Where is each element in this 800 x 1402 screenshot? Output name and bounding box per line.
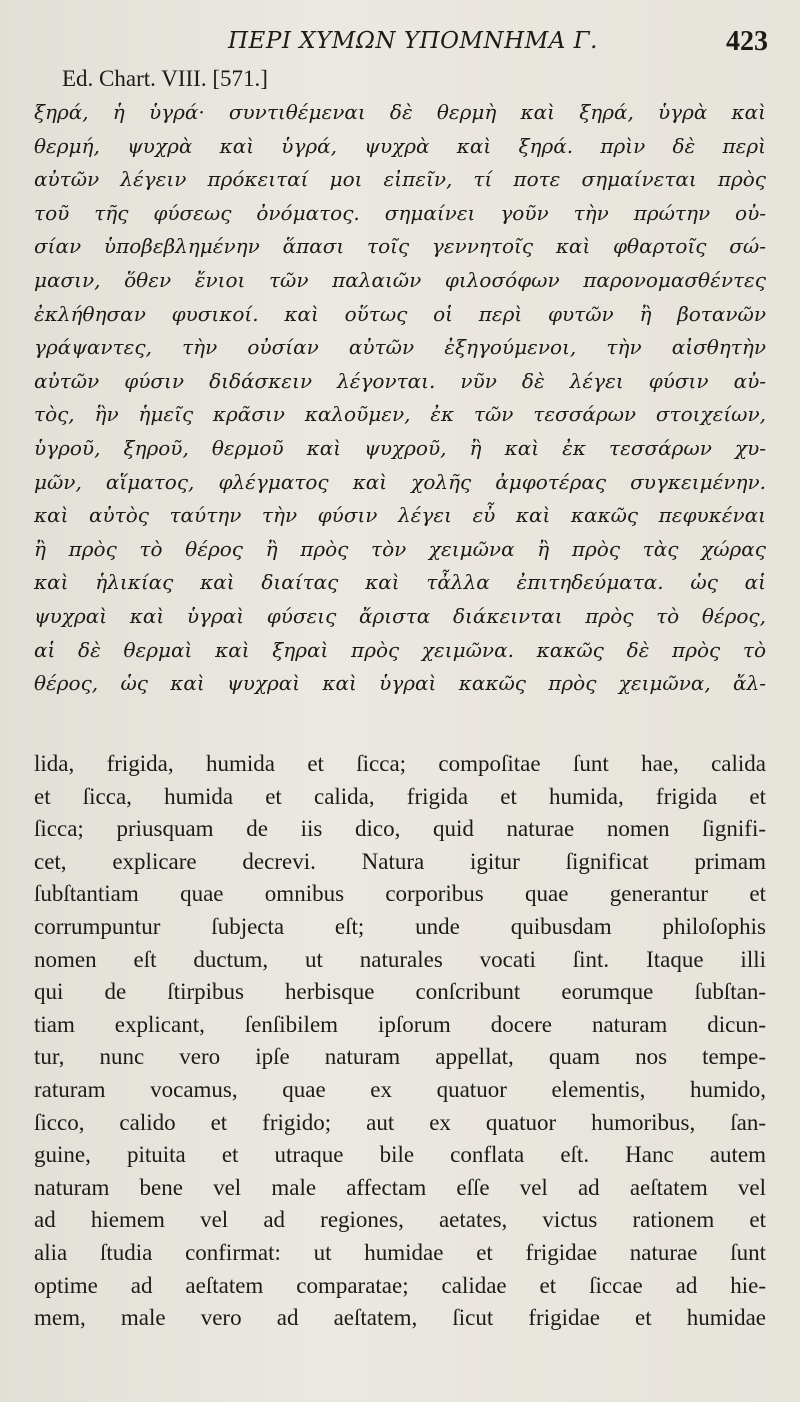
latin-line: nomen eſt ductum, ut naturales vocati ſint. Itaque illi (34, 946, 766, 972)
greek-line: μασιν, ὅθεν ἔνιοι τῶν παλαιῶν φιλοσόφων παρονομασθέντες (34, 267, 766, 292)
greek-line: σίαν ὑποβεβλημένην ἅπασι τοῖς γεννητοῖς καὶ φθαρτοῖς σώ- (34, 234, 766, 259)
edition-reference: Ed. Chart. VIII. [571.] (62, 66, 268, 91)
latin-line: raturam vocamus, quae ex quatuor elementis, humido, (34, 1076, 766, 1102)
latin-line: ſicca; priusquam de iis dico, quid naturae nomen ſignifi- (34, 816, 766, 842)
greek-line: καὶ ἡλικίας καὶ διαίτας καὶ τἆλλα ἐπιτηδεύματα. ὡς αἱ (34, 570, 766, 595)
greek-line: τὸς, ἣν ἡμεῖς κρᾶσιν καλοῦμεν, ἐκ τῶν τεσσάρων στοιχείων, (34, 402, 766, 427)
latin-line: ſicco, calido et frigido; aut ex quatuor humoribus, ſan- (34, 1109, 766, 1135)
latin-line: lida, frigida, humida et ſicca; compoſitae ſunt hae, calida (34, 751, 766, 776)
greek-line: ἢ πρὸς τὸ θέρος ἢ πρὸς τὸν χειμῶνα ἢ πρὸς τὰς χώρας (34, 536, 766, 561)
latin-line: tiam explicant, ſenſibilem ipſorum docere naturam dicun- (34, 1011, 766, 1037)
latin-line: corrumpuntur ſubjecta eſt; unde quibusdam philoſophis (34, 913, 766, 939)
latin-line: naturam bene vel male affectam eſſe vel ad aeſtatem vel (34, 1174, 766, 1200)
running-head: ΠΕΡΙ ΧΥΜΩΝ ΥΠΟΜΝΗΜΑ Γ. (228, 28, 598, 54)
latin-line: mem, male vero ad aeſtatem, ſicut frigidae et humidae (34, 1305, 766, 1331)
latin-line: ſubſtantiam quae omnibus corporibus quae generantur et (34, 881, 766, 907)
greek-line: αὐτῶν λέγειν πρόκειταί μοι εἰπεῖν, τί ποτε σημαίνεται πρὸς (34, 167, 766, 192)
greek-line: γράψαντες, τὴν οὐσίαν αὐτῶν ἐξηγούμενοι, τὴν αἰσθητὴν (34, 335, 766, 360)
latin-line: tur, nunc vero ipſe naturam appellat, quam nos tempe- (34, 1044, 766, 1070)
latin-line: alia ſtudia confirmat: ut humidae et frigidae naturae ſunt (34, 1239, 766, 1265)
latin-line: ad hiemem vel ad regiones, aetates, victus rationem et (34, 1207, 766, 1233)
latin-line: guine, pituita et utraque bile conflata eſt. Hanc autem (34, 1142, 766, 1168)
latin-line: cet, explicare decrevi. Natura igitur ſignificat primam (34, 848, 766, 874)
greek-line: καὶ αὐτὸς ταύτην τὴν φύσιν λέγει εὖ καὶ κακῶς πεφυκέναι (34, 503, 766, 528)
latin-line: optime ad aeſtatem comparatae; calidae et ſiccae ad hie- (34, 1272, 766, 1298)
greek-text-block (34, 96, 766, 701)
greek-line: ἐκλήθησαν φυσικοί. καὶ οὕτως οἱ περὶ φυτῶν ἢ βοτανῶν (34, 301, 766, 326)
greek-line: αἱ δὲ θερμαὶ καὶ ξηραὶ πρὸς χειμῶνα. κακῶς δὲ πρὸς τὸ (34, 637, 766, 662)
latin-line: qui de ſtirpibus herbisque conſcribunt eorumque ſubſtan- (34, 979, 766, 1005)
greek-line: ὑγροῦ, ξηροῦ, θερμοῦ καὶ ψυχροῦ, ἢ καὶ ἐκ τεσσάρων χυ- (34, 435, 766, 460)
latin-line: et ſicca, humida et calida, frigida et humida, frigida et (34, 783, 766, 809)
page-number: 423 (726, 26, 768, 57)
greek-line: τοῦ τῆς φύσεως ὀνόματος. σημαίνει γοῦν τὴν πρώτην οὐ- (34, 200, 766, 225)
latin-text-block (34, 748, 766, 1335)
greek-line: μῶν, αἵματος, φλέγματος καὶ χολῆς ἀμφοτέρας συγκειμένην. (34, 469, 766, 494)
greek-line: ξηρά, ἡ ὑγρά· συντιθέμεναι δὲ θερμὴ καὶ ξηρά, ὑγρὰ καὶ (34, 100, 766, 124)
greek-line: αὐτῶν φύσιν διδάσκειν λέγονται. νῦν δὲ λέγει φύσιν αὐ- (34, 368, 766, 393)
greek-line: θέρος, ὡς καὶ ψυχραὶ καὶ ὑγραὶ κακῶς πρὸς χειμῶνα, ἄλ- (34, 671, 766, 696)
greek-line: ψυχραὶ καὶ ὑγραὶ φύσεις ἄριστα διάκεινται πρὸς τὸ θέρος, (34, 603, 766, 628)
greek-line: θερμή, ψυχρὰ καὶ ὑγρά, ψυχρὰ καὶ ξηρά. πρὶν δὲ περὶ (34, 133, 766, 158)
